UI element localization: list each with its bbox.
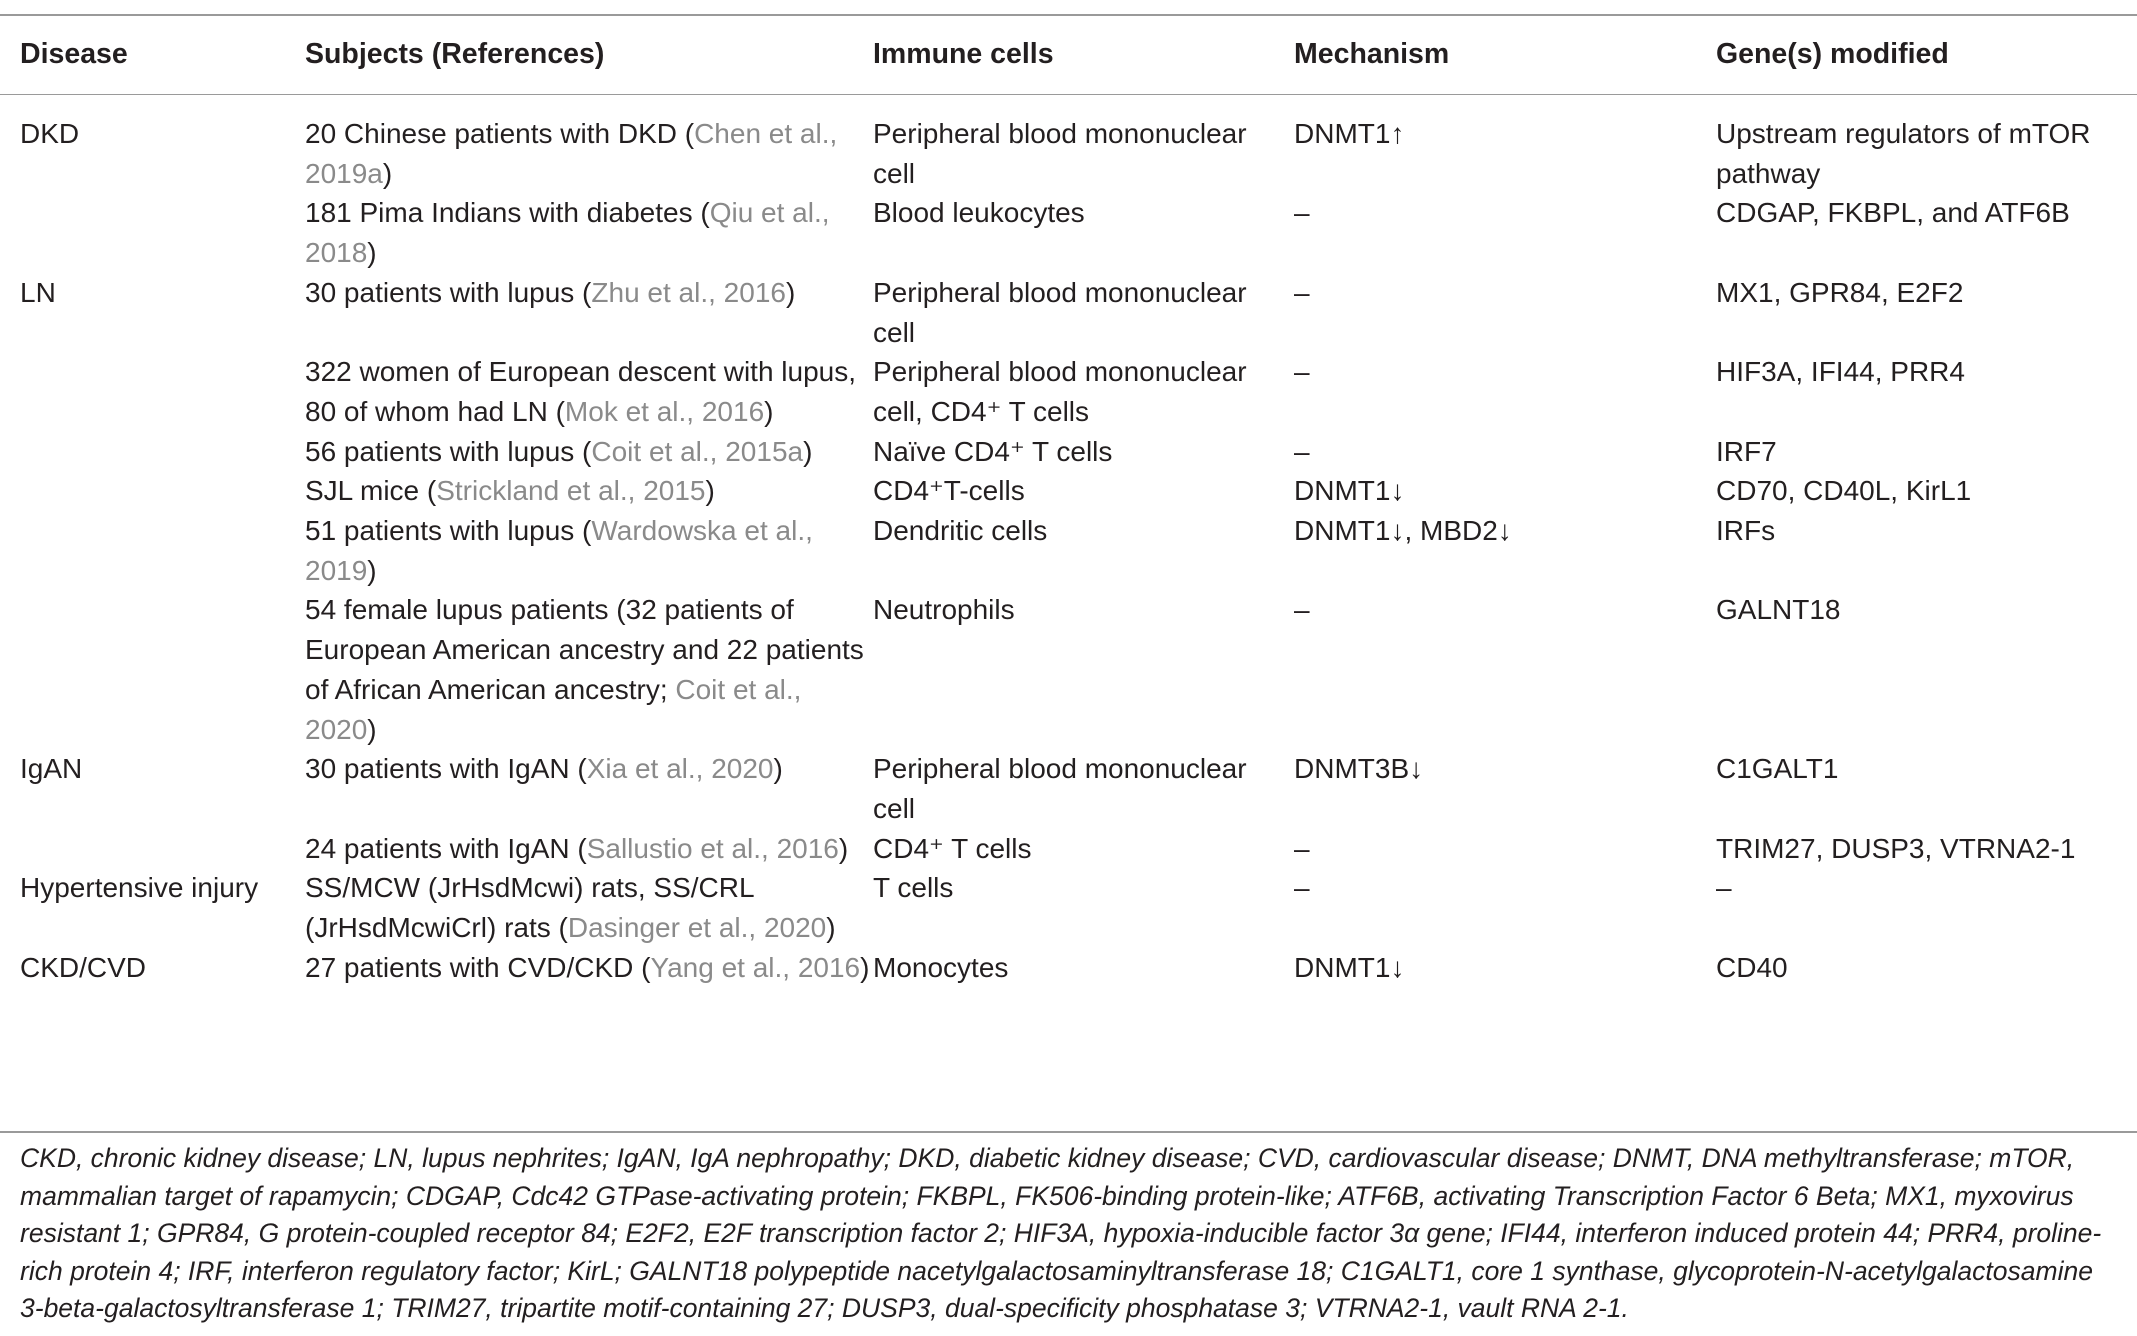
cell-disease: LN <box>20 276 56 308</box>
cell-immune-cells: Peripheral blood mononuclear cell <box>873 118 1247 189</box>
reference-link[interactable]: Coit et al., 2020 <box>305 673 802 745</box>
cell-subjects <box>305 829 873 869</box>
cell-immune-cells: CD4⁺ T cells <box>873 832 1032 864</box>
cell-mechanism: – <box>1294 872 1310 904</box>
cell-subjects <box>305 432 873 472</box>
cell-mechanism: DNMT1↓ <box>1294 951 1405 983</box>
table-footnote: CKD, chronic kidney disease; LN, lupus nephrites; IgAN, IgA nephropathy; DKD, diabetic kidney disease; CVD, cardiovascular disease; DNMT, DNA methyltransferase; mTOR, mammalian target of rapamycin; CDGAP, Cdc42 GTPase-activating protein; FKBPL, FK506-binding protein-like; ATF6B, activating Transcription Factor 6 Beta; MX1, myxovirus resistant 1; GPR84, G protein-coupled receptor 84; E2F2, E2F transcription factor 2; HIF3A, hypoxia-inducible factor 3α gene; IFI44, interferon induced protein 44; PRR4, proline-rich protein 4; IRF, interferon regulatory factor; KirL; GALNT18 polypeptide nacetylgalactosaminyltransferase 18; C1GALT1, core 1 synthase, glycoprotein-N-acetylgalactosamine 3-beta-galactosyltransferase 1; TRIM27, tripartite motif-containing 27; DUSP3, dual-specificity phosphatase 3; VTRNA2-1, vault RNA 2-1. <box>20 1143 2102 1324</box>
cell-subjects <box>305 511 873 590</box>
cell-immune-cells: Monocytes <box>873 951 1009 983</box>
cell-subjects <box>305 193 873 272</box>
cell-immune-cells: Peripheral blood mononuclear cell <box>873 276 1247 348</box>
table-row <box>0 471 2137 511</box>
table-row <box>0 94 2137 193</box>
cell-immune-cells: Neutrophils <box>873 594 1015 626</box>
cell-mechanism: DNMT1↑ <box>1294 118 1405 149</box>
table-row <box>0 868 2137 947</box>
cell-disease <box>0 471 305 511</box>
reference-link[interactable]: Wardowska et al., 2019 <box>305 515 813 586</box>
subject-close: ) <box>785 276 796 308</box>
subject-text: SS/MCW (JrHsdMcwi) rats, SS/CRL (JrHsdMcwiCrl) rats ( <box>305 872 754 944</box>
cell-genes: TRIM27, DUSP3, VTRNA2-1 <box>1716 832 2076 864</box>
subject-close: ) <box>826 912 836 944</box>
table-row <box>0 511 2137 590</box>
table-row <box>0 590 2137 749</box>
table-bottom-rule <box>0 1131 2137 1133</box>
methylation-table <box>0 15 2137 987</box>
reference-link[interactable]: Chen et al., 2019a <box>305 118 838 189</box>
cell-immune-cells: T cells <box>873 872 954 904</box>
cell-genes: IRF7 <box>1716 435 1777 467</box>
cell-genes: – <box>1716 872 1732 904</box>
subject-close: ) <box>838 832 849 864</box>
cell-mechanism: – <box>1294 832 1310 864</box>
subject-text: 30 patients with lupus ( <box>305 276 592 308</box>
subject-text: 54 female lupus patients (32 patients of European American ancestry and 22 patients of African American ancestry; <box>305 594 864 705</box>
reference-link[interactable]: Dasinger et al., 2020 <box>567 912 827 944</box>
header-genes: Gene(s) modified <box>1716 37 1949 70</box>
cell-genes: HIF3A, IFI44, PRR4 <box>1716 356 1965 388</box>
subject-close: ) <box>803 435 813 467</box>
subject-text: 56 patients with lupus ( <box>305 435 592 467</box>
cell-genes: MX1, GPR84, E2F2 <box>1716 276 1964 308</box>
table-row <box>0 432 2137 472</box>
subject-close: ) <box>860 951 870 983</box>
reference-link[interactable]: Sallustio et al., 2016 <box>586 832 839 864</box>
cell-subjects <box>305 352 873 431</box>
cell-disease: DKD <box>20 118 80 149</box>
cell-subjects <box>305 590 873 749</box>
subject-close: ) <box>773 753 783 785</box>
header-subjects: Subjects (References) <box>305 37 605 70</box>
subject-text: 30 patients with IgAN ( <box>305 753 587 785</box>
cell-immune-cells: Naïve CD4⁺ T cells <box>873 435 1113 467</box>
cell-mechanism: DNMT1↓ <box>1294 475 1405 507</box>
cell-disease <box>0 829 305 869</box>
subject-text: 181 Pima Indians with diabetes ( <box>305 197 710 229</box>
cell-mechanism: – <box>1294 356 1310 388</box>
header-immune-cells: Immune cells <box>873 37 1054 70</box>
cell-genes: CDGAP, FKBPL, and ATF6B <box>1716 197 2070 229</box>
subject-text: SJL mice ( <box>305 475 437 507</box>
table-row <box>0 948 2137 988</box>
subject-close: ) <box>367 237 377 269</box>
reference-link[interactable]: Yang et al., 2016 <box>650 951 861 983</box>
cell-genes: CD40 <box>1716 951 1788 983</box>
subject-close: ) <box>764 395 774 427</box>
subject-text: 20 Chinese patients with DKD ( <box>305 118 695 149</box>
cell-disease: Hypertensive injury <box>20 872 259 904</box>
cell-disease <box>0 590 305 749</box>
cell-genes: C1GALT1 <box>1716 753 1839 785</box>
cell-immune-cells: Peripheral blood mononuclear cell <box>873 753 1247 824</box>
cell-subjects <box>305 273 873 352</box>
reference-link[interactable]: Xia et al., 2020 <box>586 753 774 785</box>
cell-genes: Upstream regulators of mTOR pathway <box>1716 118 2091 189</box>
cell-disease <box>0 511 305 590</box>
cell-disease <box>0 193 305 272</box>
cell-mechanism: DNMT1↓, MBD2↓ <box>1294 515 1512 547</box>
subject-close: ) <box>367 554 377 586</box>
cell-immune-cells: Blood leukocytes <box>873 197 1085 229</box>
subject-close: ) <box>367 713 377 745</box>
subject-close: ) <box>382 157 393 189</box>
cell-genes: GALNT18 <box>1716 594 1841 626</box>
cell-mechanism: – <box>1294 435 1310 467</box>
reference-link[interactable]: Zhu et al., 2016 <box>591 276 786 308</box>
table-row <box>0 352 2137 431</box>
subject-text: 24 patients with IgAN ( <box>305 832 587 864</box>
table-row <box>0 193 2137 272</box>
reference-link[interactable]: Strickland et al., 2015 <box>436 475 706 507</box>
cell-disease <box>0 352 305 431</box>
cell-disease: IgAN <box>20 753 83 785</box>
header-disease: Disease <box>20 37 128 70</box>
subject-text: 322 women of European descent with lupus, 80 of whom had LN ( <box>305 356 857 427</box>
cell-disease: CKD/CVD <box>20 951 147 983</box>
cell-mechanism: – <box>1294 197 1310 229</box>
cell-subjects <box>305 868 873 947</box>
cell-mechanism: DNMT3B↓ <box>1294 753 1424 785</box>
subject-close: ) <box>705 475 715 507</box>
table-header-row <box>0 15 2137 94</box>
table-body <box>0 94 2137 987</box>
cell-subjects <box>305 948 873 988</box>
cell-immune-cells: Dendritic cells <box>873 515 1048 547</box>
cell-genes: CD70, CD40L, KirL1 <box>1716 475 1972 507</box>
header-mechanism: Mechanism <box>1294 37 1450 70</box>
cell-subjects <box>305 94 873 193</box>
cell-immune-cells: CD4⁺T-cells <box>873 475 1025 507</box>
cell-immune-cells: Peripheral blood mononuclear cell, CD4⁺ T cells <box>873 356 1247 427</box>
reference-link[interactable]: Coit et al., 2015a <box>591 435 804 467</box>
table-row <box>0 273 2137 352</box>
cell-disease <box>0 432 305 472</box>
cell-mechanism: – <box>1294 594 1310 626</box>
table-row <box>0 829 2137 869</box>
cell-genes: IRFs <box>1716 515 1776 547</box>
subject-text: 51 patients with lupus ( <box>305 515 592 547</box>
cell-subjects <box>305 471 873 511</box>
subject-text: 27 patients with CVD/CKD ( <box>305 951 651 983</box>
table-row <box>0 749 2137 828</box>
reference-link[interactable]: Mok et al., 2016 <box>564 395 765 427</box>
cell-subjects <box>305 749 873 828</box>
reference-link[interactable]: Qiu et al., 2018 <box>305 197 830 269</box>
cell-mechanism: – <box>1294 276 1310 308</box>
